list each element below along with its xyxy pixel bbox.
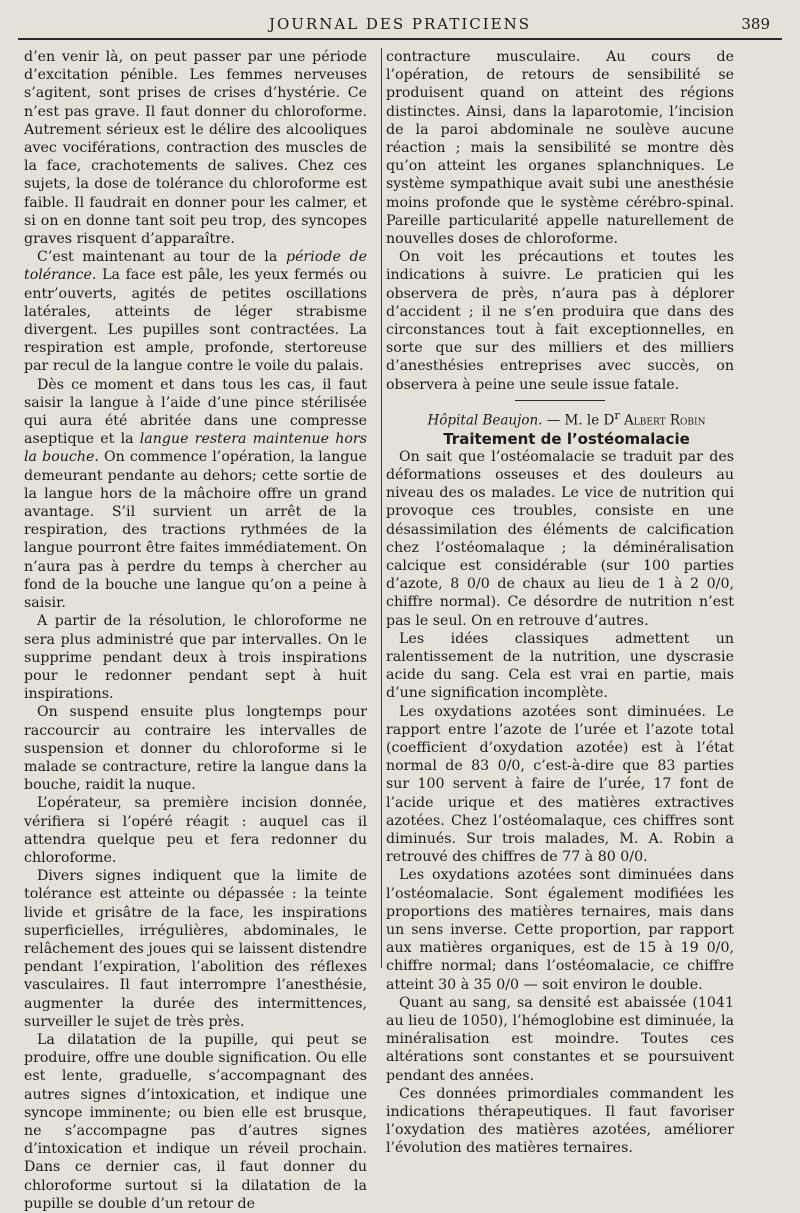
section-title: Traitement de l’ostéomalacie — [443, 429, 690, 448]
paragraph: contracture musculaire. Au cours de l’opération, de retours de sensibilité se produisent quand on atteint des régions distinctes. Ainsi, dans la laparotomie, l’incision de la paroi abdominale ne soulève aucune réaction ; mais la sensibilité se montre dès qu’on atteint les organes splanchniques. Le système sympathique avait subi une anesthésie moins profonde que le système cérébro-spinal. Pareille particularité appelle naturellement de nouvelles doses de chloroforme. — [386, 49, 734, 248]
doctor-name: Albert Robin — [619, 412, 706, 429]
paragraph-tongue — [24, 376, 367, 613]
paragraph: On sait que l’ostéomalacie se traduit par des déformations osseuses et des douleurs au niveau des os malades. Le vice de nutrition qui provoque ces troubles, consiste en une désassimilation des éléments de calcification chez l’ostéomalaque ; la déminéralisation calcique est considérable (sur 100 parties d’azote, 8 0/0 de chaux au lieu de 1 à 2 0/0, chiffre normal). Ce désordre de nutrition n’est pas le seul. On en retrouve d’autres. — [386, 448, 734, 629]
paragraph: La dilatation de la pupille, qui peut se produire, offre une double signification. Ou elle est lente, graduelle, s’accompagnant des autres signes d’intoxication, et indique une syncope imminente; ou bien elle est brusque, ne s’accompagne pas d’autres signes d’intoxication et indique un réveil prochain. Dans ce dernier cas, il faut donner du chloroforme surtout si la dilatation de la pupille se double d’un retour de — [24, 1031, 367, 1212]
paragraph: Quant au sang, sa densité est abaissée (1041 au lieu de 1050), l’hémoglobine est diminuée, la minéralisation est moindre. Toutes ces altérations sont constantes et se poursuivent pendant des années. — [386, 994, 734, 1084]
paragraph-tolerance — [24, 248, 367, 375]
paragraph: L’opérateur, sa première incision donnée, vérifiera si l’opéré réagit : auquel cas il attendra quelque peu et fera redonner du chloroforme. — [24, 795, 367, 866]
text-run: On commence l’opération, la langue demeurant pendante au dehors; cette sortie de la langue hors de la mâchoire offre un grand avantage. S’il survient un arrêt de la respiration, des tractions rythmées de la langue pourront être faites immédiatement. On n’aura pas à perdre du temps à chercher au fond de la bouche une langue qu’on a peine à saisir. — [24, 449, 367, 612]
section-separator — [515, 400, 605, 401]
paragraph: d’en venir là, on peut passer par une période d’excitation pénible. Les femmes nerveuses s’agitent, sont prises de crises d’hystérie. Ce n’est pas grave. Il faut donner du chloroforme. Autrement sérieux est le délire des alcooliques avec vociférations, contraction des muscles de la face, crachotements de salives. Chez ces sujets, la dose de tolérance du chloroforme est faible. Il faudrait en donner pour les calmer, et si on en donne tant soit peu trop, des syncopes graves risquent d’apparaître. — [24, 49, 367, 248]
hospital-name: Hôpital Beaujon. — [427, 412, 543, 429]
paragraph: Divers signes indiquent que la limite de tolérance est atteinte ou dépassée : la teinte livide et grisâtre de la face, les inspirations superficielles, irrégulières, abdominales, le relâchement des joues qui se laissent distendre pendant l’expiration, l’abolition des réflexes vasculaires. Il faut interrompre l’anesthésie, augmenter la durée des intermittences, surveiller le sujet de très près. — [24, 868, 367, 1030]
page-number: 389 — [741, 15, 770, 33]
paragraph: A partir de la résolution, le chloroforme ne sera plus administré que par intervalles. On le supprime pendant deux à trois inspirations pour le redonner pendant sept à huit inspirations. — [24, 613, 367, 703]
italic-phrase: langue restera maintenue hors la bouche. — [24, 431, 367, 466]
column-divider — [381, 48, 382, 968]
text-run: Dès ce moment et dans tous les cas, il faut saisir la langue à l’aide d’une pince stérilisée qui aura été abritée dans une compresse aseptique et la — [24, 376, 367, 448]
paragraph: Les idées classiques admettent un ralentissement de la nutrition, une dyscrasie acide du sang. Cela est vrai en partie, mais d’une signification incomplète. — [386, 630, 734, 702]
right-column — [386, 48, 734, 1158]
paragraph: Les oxydations azotées sont diminuées dans l’ostéomalacie. Sont également modifiées les proportions des matières ternaires, mais dans un sens inverse. Cette proportion, par rapport aux matières organiques, est de 15 à 19 0/0, chiffre normal; dans l’ostéomalacie, ce chiffre atteint 30 à 35 0/0 — soit environ le double. — [386, 867, 734, 993]
paragraph: Les oxydations azotées sont diminuées. Le rapport entre l’azote de l’urée et l’azote total (coefficient d’oxydation azotée) est à l’état normal de 83 0/0, c’est-à-dire que 83 parties sur 100 servent à faire de l’urée, 17 font de l’acide urique et des matières extractives azotées. Chez l’ostéomalaque, ces chiffres sont diminués. Sur trois malades, M. A. Robin a retrouvé des chiffres de 77 à 80 0/0. — [386, 703, 734, 866]
left-column — [24, 48, 367, 1213]
paragraph: On suspend ensuite plus longtemps pour raccourcir au contraire les intervalles de suspension et donner du chloroforme si le malade se contracture, retire la langue dans la bouche, raidit la nuque. — [24, 704, 367, 794]
hospital-byline — [386, 407, 734, 430]
journal-title: JOURNAL DES PRATICIENS — [268, 15, 532, 33]
running-header — [18, 12, 782, 40]
italic-term: période de tolérance. — [24, 249, 367, 284]
paragraph: On voit les précautions et toutes les indications à suivre. Le praticien qui les observera de près, n’aura pas à déplorer d’accident ; il ne s’en produira que dans des circonstances tout à fait exceptionnelles, en sorte que sur des milliers et des milliers d’anesthésies entreprises avec succès, on observera à peine une seule issue fatale. — [386, 249, 734, 393]
text-run: C’est maintenant au tour de la — [37, 249, 287, 266]
header-rule — [18, 38, 782, 40]
paragraph: Ces données primordiales commandent les indications thérapeutiques. Il faut favoriser l’oxydation des matières azotées, améliorer l’évolution des matières ternaires. — [386, 1085, 734, 1157]
byline-sup: r — [614, 408, 620, 422]
byline-dash: — M. le D — [542, 412, 615, 429]
text-run: La face est pâle, les yeux fermés ou entr’ouverts, agités de petites oscillations latérales, atteints de léger strabisme divergent. Les pupilles sont contractées. La respiration est ample, profonde, stertoreuse par recul de la langue contre le voile du palais. — [24, 267, 367, 375]
